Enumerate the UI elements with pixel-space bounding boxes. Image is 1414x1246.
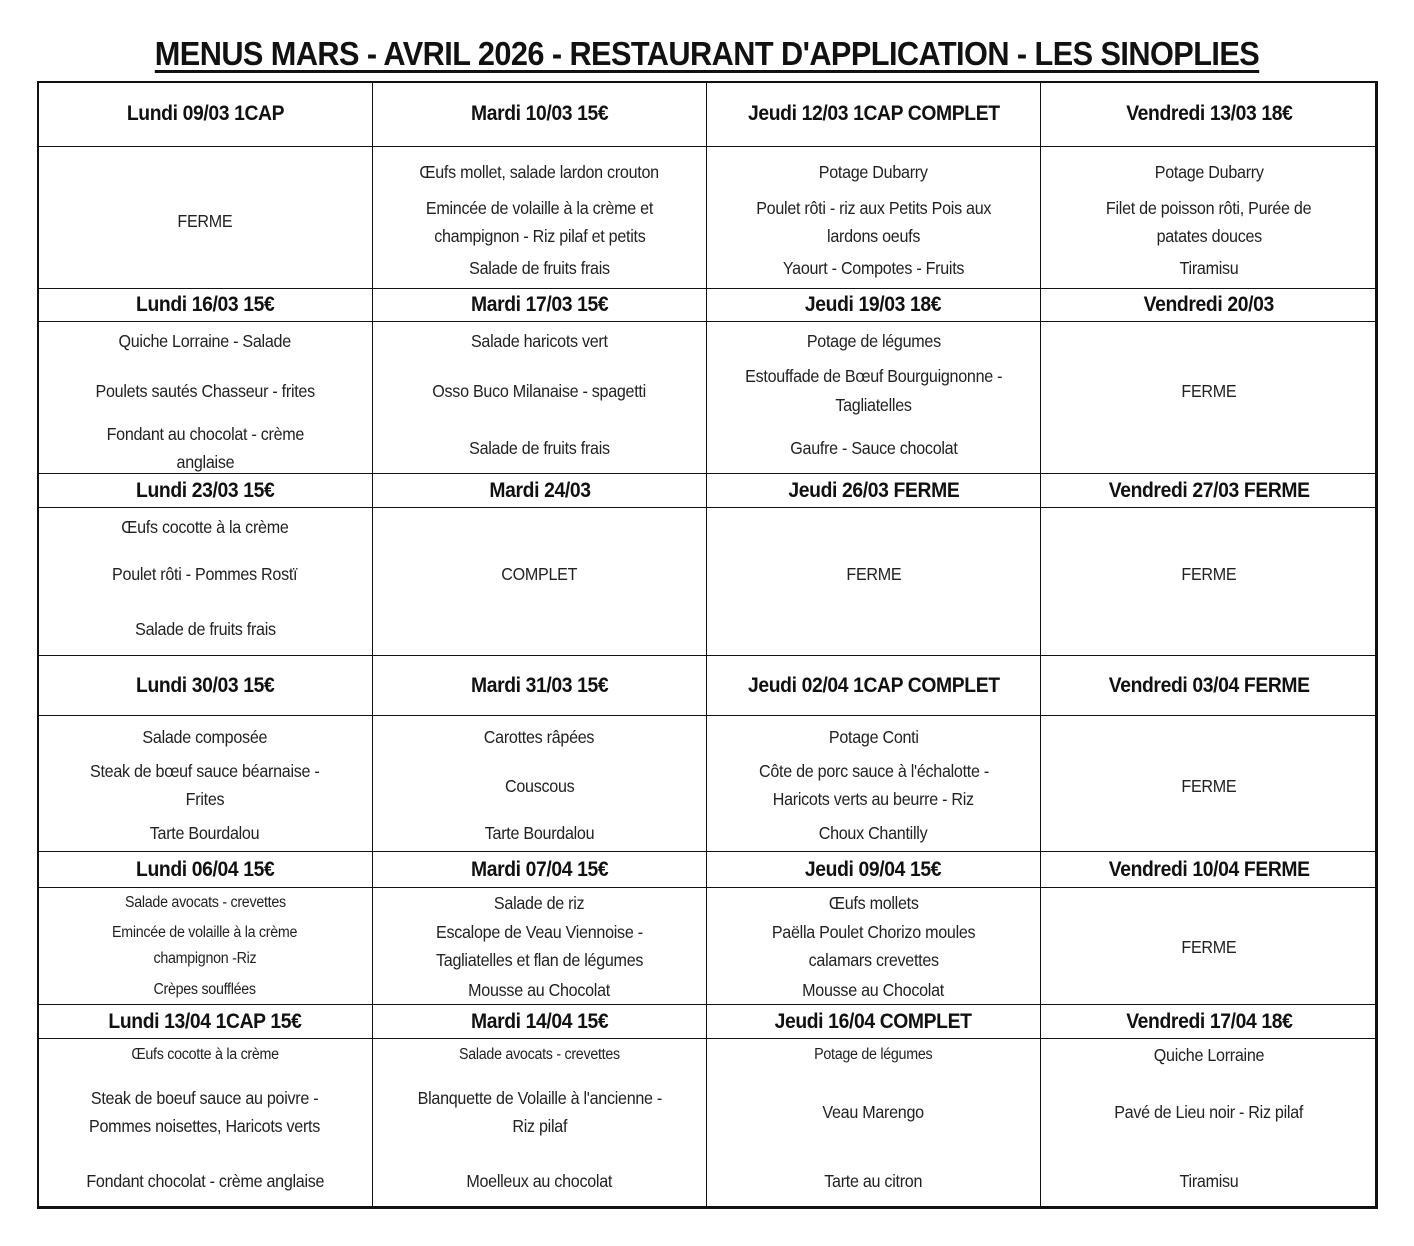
day-header-label: Mardi 14/04 15€ (470, 1009, 609, 1033)
day-header-label: Lundi 06/04 15€ (135, 857, 275, 881)
menu-item: Salade de fruits frais (469, 438, 610, 458)
menu-item: COMPLET (501, 564, 578, 584)
day-menu (1040, 507, 1378, 656)
menu-item: Choux Chantilly (819, 823, 928, 843)
menu-item: FERME (1181, 937, 1237, 957)
menu-item: Filet de poisson rôti, Purée de (1106, 198, 1312, 218)
day-menu (37, 1038, 373, 1209)
menu-item: Steak de bœuf sauce béarnaise - (90, 761, 320, 781)
menu-item: Gaufre - Sauce chocolat (789, 438, 958, 458)
day-header (37, 81, 373, 147)
day-header (372, 1004, 707, 1039)
day-header-label: Vendredi 27/03 FERME (1108, 478, 1310, 502)
menu-item: Salade composée (142, 727, 268, 747)
day-menu (372, 507, 707, 656)
menu-item: Couscous (504, 776, 575, 796)
day-menu (1040, 1038, 1378, 1209)
page-title: MENUS MARS - AVRIL 2026 - RESTAURANT D'APPLICATION - LES SINOPLIES (154, 35, 1260, 72)
menu-item: Blanquette de Volaille à l'ancienne - (417, 1088, 662, 1108)
menu-item: FERME (1181, 381, 1237, 401)
menu-item: anglaise (176, 452, 234, 472)
day-header-label: Mardi 24/03 (488, 478, 591, 502)
menu-item: Carottes râpées (484, 727, 595, 747)
day-menu (372, 715, 707, 852)
day-header-label: Jeudi 16/04 COMPLET (774, 1009, 972, 1033)
day-header (1040, 81, 1378, 147)
menu-item: Quiche Lorraine (1153, 1045, 1265, 1065)
day-header (372, 81, 707, 147)
day-header (1040, 288, 1378, 322)
menu-item: Poulet rôti - riz aux Petits Pois aux (756, 198, 991, 218)
menu-item: Mousse au Chocolat (468, 980, 611, 1000)
menu-item: Crèpes soufflées (153, 981, 257, 998)
day-header-label: Lundi 13/04 1CAP 15€ (108, 1009, 302, 1033)
menu-item: Yaourt - Compotes - Fruits (782, 258, 965, 278)
menu-item: Potage Dubarry (1154, 162, 1264, 182)
day-header-label: Lundi 16/03 15€ (135, 293, 275, 316)
menu-item: Poulet rôti - Pommes Rostï (112, 564, 298, 584)
menu-item: Salade avocats - crevettes (459, 1046, 620, 1063)
day-menu (1040, 321, 1378, 474)
menu-item: Veau Marengo (822, 1102, 925, 1122)
menu-item: FERME (1181, 776, 1237, 796)
day-menu (37, 507, 373, 656)
day-menu (37, 887, 373, 1005)
menu-item: Paëlla Poulet Chorizo moules (771, 922, 976, 942)
menu-item: Potage de légumes (814, 1046, 933, 1063)
day-header (1040, 1004, 1378, 1039)
menu-item: Tarte Bourdalou (484, 823, 595, 843)
menu-item: Emincée de volaille à la crème et (425, 198, 654, 218)
day-menu (372, 321, 707, 474)
menu-item: Tagliatelles (835, 395, 912, 415)
day-header-label: Mardi 10/03 15€ (470, 102, 609, 125)
day-header (37, 473, 373, 508)
menu-item: FERME (177, 211, 233, 231)
day-header-label: Jeudi 02/04 1CAP COMPLET (747, 673, 1000, 697)
day-menu (1040, 146, 1378, 289)
menu-item: Estouffade de Bœuf Bourguignonne - (744, 366, 1003, 386)
day-header-label: Vendredi 13/03 18€ (1125, 102, 1293, 125)
day-header (372, 655, 707, 716)
menu-item: Tiramisu (1179, 258, 1239, 278)
menu-item: Fondant chocolat - crème anglaise (86, 1171, 324, 1191)
menu-item: Osso Buco Milanaise - spagetti (432, 381, 647, 401)
day-header (372, 851, 707, 888)
day-header (706, 1004, 1041, 1039)
menu-item: Salade de fruits frais (134, 619, 276, 639)
menu-item: Pommes noisettes, Haricots verts (89, 1116, 321, 1136)
menu-item: Potage Conti (828, 727, 919, 747)
day-header-label: Jeudi 26/03 FERME (788, 478, 959, 502)
menu-item: Œufs cocotte à la crème (121, 517, 289, 537)
day-header-label: Vendredi 17/04 18€ (1125, 1009, 1293, 1033)
day-menu (37, 321, 373, 474)
menu-item: Riz pilaf (512, 1116, 567, 1136)
day-header (706, 288, 1041, 322)
menu-item: Pavé de Lieu noir - Riz pilaf (1114, 1102, 1304, 1122)
day-header (37, 851, 373, 888)
day-header (372, 288, 707, 322)
menu-item: Poulets sautés Chasseur - frites (95, 381, 315, 401)
menu-item: Salade avocats - crevettes (124, 894, 286, 911)
day-header-label: Mardi 31/03 15€ (470, 673, 609, 697)
menu-item: Œufs mollets (828, 893, 919, 913)
menu-item: champignon -Riz (153, 950, 257, 967)
menu-item: Quiche Lorraine - Salade (118, 331, 292, 351)
day-header (37, 1004, 373, 1039)
menu-item: champignon - Riz pilaf et petits (433, 226, 646, 246)
menu-table (37, 81, 1377, 1208)
day-header (706, 473, 1041, 508)
day-header (706, 851, 1041, 888)
day-header (37, 655, 373, 716)
day-header-label: Vendredi 03/04 FERME (1108, 673, 1310, 697)
day-menu (706, 321, 1041, 474)
day-header (1040, 655, 1378, 716)
menu-item: FERME (1181, 564, 1237, 584)
menu-item: Tiramisu (1179, 1171, 1239, 1191)
day-menu (706, 507, 1041, 656)
day-header-label: Jeudi 12/03 1CAP COMPLET (747, 102, 1000, 125)
menu-item: Côte de porc sauce à l'échalotte - (758, 761, 989, 781)
day-header-label: Lundi 30/03 15€ (135, 673, 275, 697)
day-header-label: Jeudi 09/04 15€ (805, 857, 942, 881)
day-header-label: Mardi 17/03 15€ (470, 293, 609, 316)
day-menu (37, 146, 373, 289)
day-header (706, 81, 1041, 147)
menu-item: Emincée de volaille à la crème (112, 924, 298, 941)
menu-item: Frites (185, 789, 225, 809)
menu-item: Potage de légumes (806, 331, 941, 351)
day-menu (1040, 715, 1378, 852)
day-header (1040, 851, 1378, 888)
menu-item: FERME (846, 564, 901, 584)
menu-item: lardons oeufs (826, 226, 921, 246)
day-header (1040, 473, 1378, 508)
day-menu (372, 1038, 707, 1209)
menu-item: Salade de riz (494, 893, 585, 913)
menu-item: Mousse au Chocolat (802, 980, 945, 1000)
day-menu (37, 715, 373, 852)
menu-item: Haricots verts au beurre - Riz (772, 789, 975, 809)
day-menu (706, 715, 1041, 852)
day-header-label: Mardi 07/04 15€ (470, 857, 609, 881)
day-header-label: Lundi 09/03 1CAP (126, 102, 284, 125)
day-menu (706, 146, 1041, 289)
day-menu (372, 146, 707, 289)
menu-item: calamars crevettes (808, 950, 939, 970)
menu-item: Tarte au citron (824, 1171, 923, 1191)
day-header-label: Jeudi 19/03 18€ (805, 293, 942, 316)
menu-item: Salade de fruits frais (469, 258, 610, 278)
menu-item: Escalope de Veau Viennoise - (436, 922, 643, 942)
menu-item: Tagliatelles et flan de légumes (435, 950, 644, 970)
day-menu (706, 1038, 1041, 1209)
day-header (706, 655, 1041, 716)
menu-item: Fondant au chocolat - crème (106, 424, 304, 444)
day-header (372, 473, 707, 508)
day-menu (372, 887, 707, 1005)
day-header-label: Lundi 23/03 15€ (135, 478, 275, 502)
menu-item: Œufs mollet, salade lardon crouton (419, 162, 660, 182)
menu-item: Moelleux au chocolat (466, 1171, 613, 1191)
menu-item: Salade haricots vert (471, 331, 608, 351)
day-header-label: Vendredi 20/03 (1143, 293, 1275, 316)
menu-item: patates douces (1156, 226, 1262, 246)
day-menu (706, 887, 1041, 1005)
menu-item: Steak de boeuf sauce au poivre - (91, 1088, 319, 1108)
day-menu (1040, 887, 1378, 1005)
menu-item: Œufs cocotte à la crème (131, 1046, 279, 1063)
day-header-label: Vendredi 10/04 FERME (1108, 857, 1310, 881)
menu-item: Potage Dubarry (819, 162, 928, 182)
menu-item: Tarte Bourdalou (150, 823, 260, 843)
day-header (37, 288, 373, 322)
